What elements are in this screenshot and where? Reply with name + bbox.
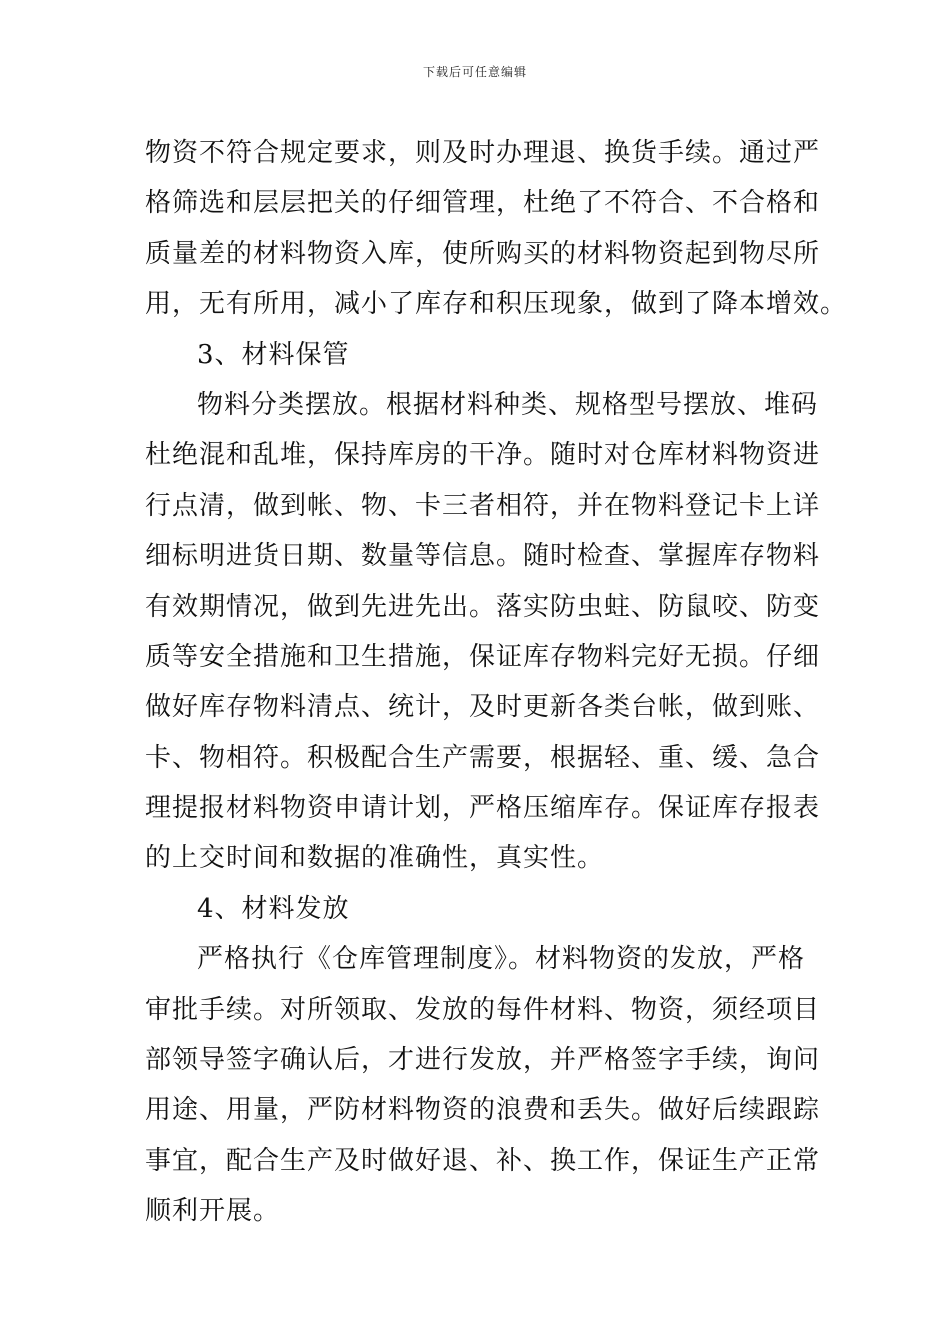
document-body xyxy=(145,128,848,1237)
paragraph-line: 质等安全措施和卫生措施，保证库存物料完好无损。仔细 xyxy=(145,641,821,672)
paragraph-line: 用途、用量，严防材料物资的浪费和丢失。做好后续跟踪 xyxy=(145,1095,821,1126)
paragraph-line: 用，无有所用，减小了库存和积压现象，做到了降本增效。 xyxy=(145,289,848,320)
paragraph-line: 细标明进货日期、数量等信息。随时检查、掌握库存物料 xyxy=(145,541,821,572)
section-heading-storage: 3、材料保管 xyxy=(197,339,350,370)
paragraph-line: 物料分类摆放。根据材料种类、规格型号摆放、堆码 xyxy=(197,389,819,420)
section-heading-issuance: 4、材料发放 xyxy=(197,893,350,924)
paragraph-line: 卡、物相符。积极配合生产需要，根据轻、重、缓、急合 xyxy=(145,742,821,773)
paragraph-line: 行点清，做到帐、物、卡三者相符，并在物料登记卡上详 xyxy=(145,490,821,521)
paragraph-line: 部领导签字确认后，才进行发放，并严格签字手续，询问 xyxy=(145,1045,821,1076)
paragraph-line: 严格执行《仓库管理制度》。材料物资的发放，严格 xyxy=(197,944,806,975)
paragraph-line: 事宜，配合生产及时做好退、补、换工作，保证生产正常 xyxy=(145,1145,821,1176)
paragraph-line: 做好库存物料清点、统计，及时更新各类台帐，做到账、 xyxy=(145,692,821,723)
paragraph-line: 理提报材料物资申请计划，严格压缩库存。保证库存报表 xyxy=(145,793,821,824)
page-header: 下载后可任意编辑 xyxy=(422,65,527,79)
paragraph-line: 杜绝混和乱堆，保持库房的干净。随时对仓库材料物资进 xyxy=(145,440,821,471)
paragraph-line: 的上交时间和数据的准确性，真实性。 xyxy=(145,843,605,874)
paragraph-line: 审批手续。对所领取、发放的每件材料、物资，须经项目 xyxy=(145,994,821,1025)
paragraph-line: 顺利开展。 xyxy=(145,1196,281,1227)
paragraph-line: 质量差的材料物资入库，使所购买的材料物资起到物尽所 xyxy=(145,238,821,269)
paragraph-line: 有效期情况，做到先进先出。落实防虫蛀、防鼠咬、防变 xyxy=(145,591,821,622)
paragraph-line: 格筛选和层层把关的仔细管理，杜绝了不符合、不合格和 xyxy=(145,188,821,219)
paragraph-line: 物资不符合规定要求，则及时办理退、换货手续。通过严 xyxy=(145,138,821,168)
